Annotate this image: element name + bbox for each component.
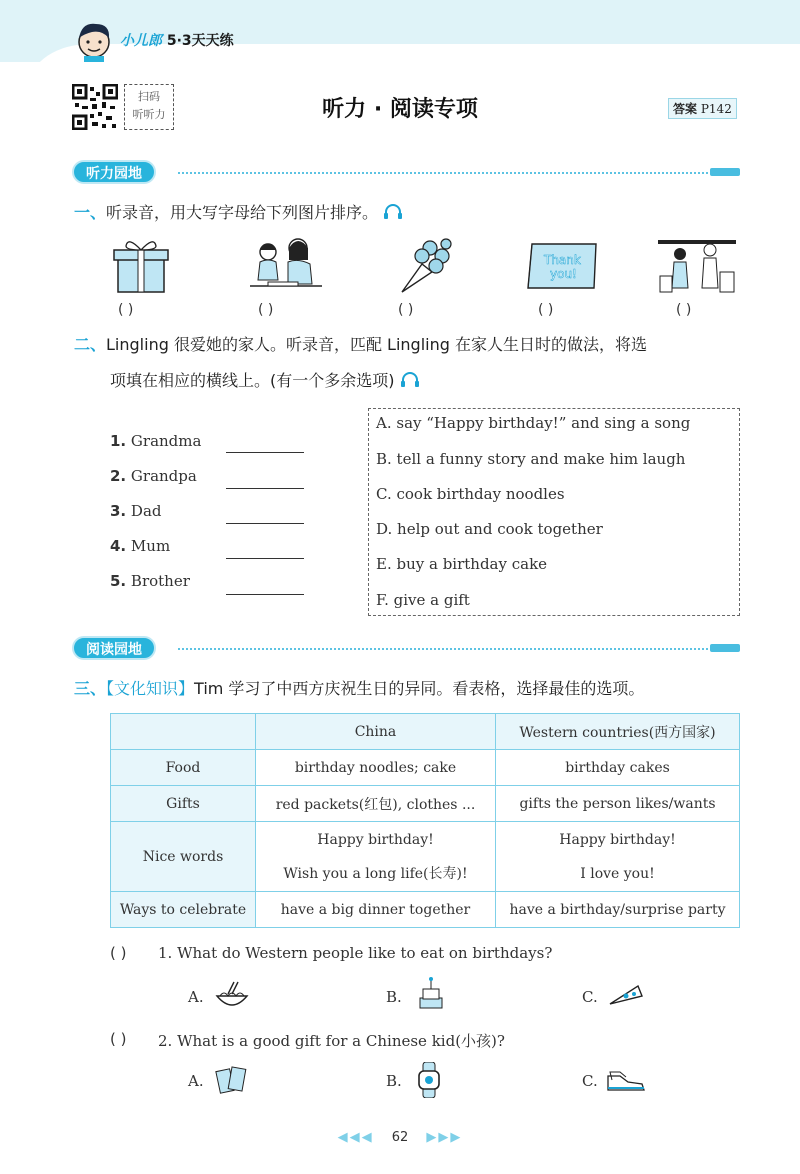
answer-blank-3[interactable] — [226, 523, 304, 524]
table-cell: have a big dinner together — [256, 892, 496, 928]
question-3-text: Tim 学习了中西方庆祝生日的异同。看表格，选择最佳的选项。 — [194, 679, 645, 698]
question-3-number: 三、 — [74, 679, 107, 698]
card-text-you: you! — [550, 267, 577, 281]
option-f: F. give a gift — [376, 591, 470, 609]
question-1-text: 听录音，用大写字母给下列图片排序。 — [106, 203, 379, 222]
mother-daughter-icon — [248, 236, 324, 296]
answer-blank-4[interactable] — [226, 558, 304, 559]
row-label: Nice words — [111, 822, 256, 892]
subquestion-1-answer[interactable]: ( ) — [110, 944, 127, 962]
sneakers-icon — [606, 1068, 646, 1094]
section-divider — [178, 648, 708, 650]
option-d: D. help out and cook together — [376, 520, 603, 538]
choice-a[interactable]: A. — [188, 988, 204, 1006]
choice-b[interactable]: B. — [386, 1072, 402, 1090]
table-cell — [496, 822, 740, 892]
card-text-thank: Thank — [544, 253, 581, 267]
page-number: 62 — [391, 1130, 409, 1145]
cell-line: Happy birthday! — [559, 831, 676, 848]
cooking-together-icon — [658, 236, 738, 296]
qr-label-line2: 听听力 — [132, 108, 166, 121]
picture-1-answer[interactable]: ( ) — [118, 302, 134, 318]
choice-c[interactable]: C. — [582, 988, 598, 1006]
answer-page: P142 — [700, 102, 732, 116]
footer-left-arrows: ◀◀◀ — [337, 1130, 374, 1145]
table-header-row — [111, 714, 740, 750]
choice-b[interactable]: B. — [386, 988, 402, 1006]
pizza-slice-icon — [608, 982, 644, 1010]
page-footer — [0, 1130, 800, 1145]
headphones-icon[interactable] — [400, 372, 420, 388]
question-2-text-line2: 项填在相应的横线上。(有一个多余选项) — [110, 371, 395, 390]
question-2-number: 二、 — [74, 335, 107, 354]
options-box — [368, 408, 740, 616]
answer-blank-2[interactable] — [226, 488, 304, 489]
answer-badge — [668, 98, 737, 119]
qr-label-line1: 扫码 — [138, 90, 160, 103]
brand-series: 5·3天天练 — [166, 33, 234, 49]
page-title: 听力 · 阅读专项 — [322, 97, 478, 122]
birthday-comparison-table — [110, 713, 740, 928]
table-cell: birthday noodles; cake — [256, 750, 496, 786]
picture-4-answer[interactable]: ( ) — [538, 302, 554, 318]
picture-3-answer[interactable]: ( ) — [398, 302, 414, 318]
red-packets-icon — [214, 1064, 250, 1096]
match-item-1: 1. Grandma — [110, 432, 202, 450]
table-cell — [256, 822, 496, 892]
question-2-title-line2 — [110, 366, 420, 396]
match-item-4: 4. Mum — [110, 537, 171, 555]
gift-box-icon — [112, 236, 170, 296]
table-header-cell: China — [256, 714, 496, 750]
row-label: Gifts — [111, 786, 256, 822]
table-cell: birthday cakes — [496, 750, 740, 786]
picture-2-answer[interactable]: ( ) — [258, 302, 274, 318]
answer-blank-5[interactable] — [226, 594, 304, 595]
subquestion-2-answer[interactable]: ( ) — [110, 1030, 127, 1048]
answer-blank-1[interactable] — [226, 452, 304, 453]
choice-c[interactable]: C. — [582, 1072, 598, 1090]
brand-name: 小儿郎 — [120, 33, 162, 49]
match-item-5: 5. Brother — [110, 572, 190, 590]
match-item-2: 2. Grandpa — [110, 467, 197, 485]
table-row — [111, 822, 740, 892]
brand-logo — [120, 30, 234, 50]
option-b: B. tell a funny story and make him laugh — [376, 450, 686, 468]
mascot-boy-icon — [72, 18, 116, 62]
row-label: Food — [111, 750, 256, 786]
subquestion-2-text: 2. What is a good gift for a Chinese kid(小孩)? — [158, 1032, 505, 1050]
noodle-bowl-icon — [214, 980, 250, 1012]
table-row — [111, 892, 740, 928]
table-header-cell: Western countries(西方国家) — [496, 714, 740, 750]
table-header-cell — [111, 714, 256, 750]
option-a: A. say “Happy birthday!” and sing a song — [376, 414, 691, 432]
question-2-title-line1 — [74, 330, 647, 360]
pencil-icon — [710, 644, 740, 652]
table-cell: red packets(红包), clothes ... — [256, 786, 496, 822]
choice-a[interactable]: A. — [188, 1072, 204, 1090]
option-c: C. cook birthday noodles — [376, 485, 565, 503]
answer-label: 答案 — [673, 102, 698, 116]
question-1-title — [74, 198, 403, 228]
table-row — [111, 750, 740, 786]
match-item-3: 3. Dad — [110, 502, 162, 520]
question-3-tag: 【文化知识】 — [106, 679, 195, 698]
thank-you-card-icon — [524, 240, 600, 292]
pencil-icon — [710, 168, 740, 176]
table-cell: have a birthday/surprise party — [496, 892, 740, 928]
question-2-text-line1: Lingling 很爱她的家人。听录音，匹配 Lingling 在家人生日时的做法，将选 — [106, 335, 647, 354]
cell-line: Wish you a long life(长寿)! — [283, 865, 468, 882]
section-divider — [178, 172, 708, 174]
question-1-number: 一、 — [74, 203, 107, 222]
flowers-icon — [392, 234, 456, 296]
section-tag-listening: 听力园地 — [72, 160, 156, 184]
section-tag-reading: 阅读园地 — [72, 636, 156, 660]
birthday-cake-icon — [414, 976, 448, 1012]
cell-line: I love you! — [580, 865, 655, 882]
footer-right-arrows: ▶▶▶ — [426, 1130, 463, 1145]
headphones-icon[interactable] — [383, 204, 403, 220]
smart-watch-icon — [414, 1062, 444, 1098]
question-3-title — [74, 674, 644, 704]
cell-line: Happy birthday! — [317, 831, 434, 848]
subquestion-1-text: 1. What do Western people like to eat on birthdays? — [158, 944, 553, 962]
table-row — [111, 786, 740, 822]
row-label: Ways to celebrate — [111, 892, 256, 928]
table-cell: gifts the person likes/wants — [496, 786, 740, 822]
picture-5-answer[interactable]: ( ) — [676, 302, 692, 318]
option-e: E. buy a birthday cake — [376, 555, 548, 573]
